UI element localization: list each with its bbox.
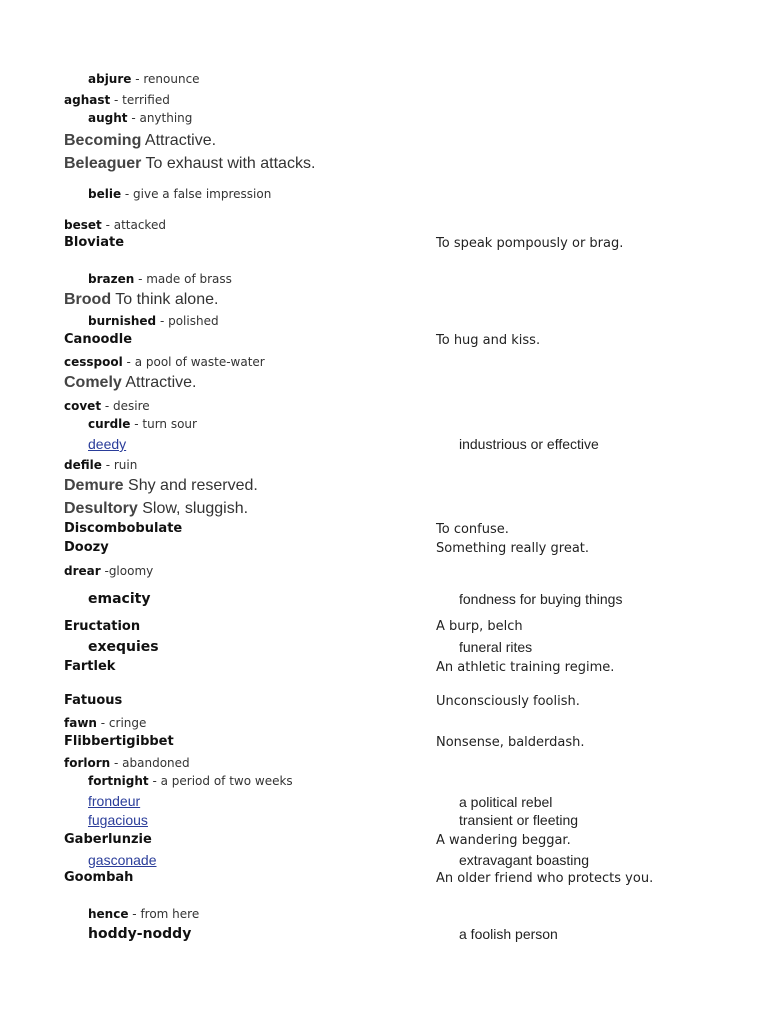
- entry-canoodle-word: Canoodle: [64, 332, 133, 347]
- entry-curdle: [88, 418, 197, 430]
- entry-forlorn: [64, 757, 190, 769]
- entry-definition: - cringe: [96, 716, 147, 730]
- link-frondeur[interactable]: frondeur: [88, 793, 141, 809]
- entry-word: Comely: [64, 374, 122, 391]
- entry-word: Desultory: [64, 500, 138, 517]
- entry-word: brazen: [88, 272, 135, 286]
- entry-fartlek-definition: An athletic training regime.: [436, 660, 615, 675]
- entry-demure: [64, 478, 258, 494]
- entry-definition: - desire: [101, 399, 150, 413]
- entry-goombah-definition: An older friend who protects you.: [436, 871, 654, 886]
- entry-doozy-definition: Something really great.: [436, 541, 590, 556]
- entry-definition: -gloomy: [100, 564, 154, 578]
- entry-word: abjure: [88, 72, 132, 86]
- entry-fawn: [64, 717, 146, 729]
- entry-word: belie: [88, 187, 122, 201]
- entry-word: cesspool: [64, 355, 123, 369]
- entry-deedy-definition: industrious or effective: [459, 436, 599, 452]
- entry-definition: - made of brass: [134, 272, 232, 286]
- link-deedy[interactable]: deedy: [88, 436, 127, 452]
- entry-word: Beleaguer: [64, 155, 142, 172]
- entry-exequies-definition: funeral rites: [459, 639, 533, 655]
- entry-word: defile: [64, 458, 102, 472]
- entry-canoodle-definition: To hug and kiss.: [436, 333, 541, 348]
- entry-exequies-word: exequies: [88, 639, 159, 655]
- entry-gaberlunzie-word: Gaberlunzie: [64, 832, 152, 847]
- entry-hence: [88, 908, 199, 920]
- entry-definition: - turn sour: [130, 417, 197, 431]
- entry-discombobulate-word: Discombobulate: [64, 521, 183, 536]
- entry-belie: [88, 188, 271, 200]
- entry-fatuous-definition: Unconsciously foolish.: [436, 694, 580, 709]
- entry-comely: [64, 375, 197, 391]
- entry-aghast: [64, 94, 170, 106]
- entry-brazen: [88, 273, 232, 285]
- entry-burnished: [88, 315, 219, 327]
- entry-goombah-word: Goombah: [64, 870, 134, 885]
- entry-gaberlunzie-definition: A wandering beggar.: [436, 833, 571, 848]
- entry-flibbertigibbet-definition: Nonsense, balderdash.: [436, 735, 585, 750]
- entry-word: Demure: [64, 477, 124, 494]
- entry-word: burnished: [88, 314, 157, 328]
- entry-definition: - polished: [156, 314, 219, 328]
- entry-word: hence: [88, 907, 129, 921]
- entry-hoddy-noddy-word: hoddy-noddy: [88, 926, 192, 942]
- entry-fatuous-word: Fatuous: [64, 693, 123, 708]
- entry-beset: [64, 219, 166, 231]
- entry-fortnight: [88, 775, 293, 787]
- entry-definition: - ruin: [101, 458, 138, 472]
- entry-emacity-definition: fondness for buying things: [459, 591, 623, 607]
- entry-definition: - anything: [127, 111, 193, 125]
- entry-abjure: [88, 73, 200, 85]
- entry-definition: - give a false impression: [121, 187, 272, 201]
- entry-word: covet: [64, 399, 102, 413]
- entry-word: drear: [64, 564, 101, 578]
- entry-word: aught: [88, 111, 128, 125]
- entry-definition: - abandoned: [110, 756, 190, 770]
- entry-definition: - a pool of waste-water: [122, 355, 265, 369]
- entry-definition: Attractive.: [141, 132, 217, 149]
- entry-word: fortnight: [88, 774, 149, 788]
- entry-becoming: [64, 133, 216, 149]
- entry-word: fawn: [64, 716, 97, 730]
- entry-definition: Shy and reserved.: [123, 477, 258, 494]
- entry-definition: To think alone.: [111, 291, 219, 308]
- entry-definition: - a period of two weeks: [148, 774, 293, 788]
- entry-definition: Slow, sluggish.: [137, 500, 249, 517]
- entry-word: Brood: [64, 291, 112, 308]
- entry-word: aghast: [64, 93, 111, 107]
- entry-discombobulate-definition: To confuse.: [436, 522, 509, 537]
- link-fugacious[interactable]: fugacious: [88, 812, 148, 828]
- entry-definition: - from here: [128, 907, 200, 921]
- entry-covet: [64, 400, 150, 412]
- entry-aught: [88, 112, 192, 124]
- link-gasconade[interactable]: gasconade: [88, 852, 157, 868]
- entry-fugacious-definition: transient or fleeting: [459, 812, 579, 828]
- entry-defile: [64, 459, 137, 471]
- entry-hoddy-noddy-definition: a foolish person: [459, 926, 558, 942]
- entry-definition: - terrified: [110, 93, 170, 107]
- entry-word: Becoming: [64, 132, 142, 149]
- entry-flibbertigibbet-word: Flibbertigibbet: [64, 734, 174, 749]
- entry-eructation-definition: A burp, belch: [436, 619, 523, 634]
- entry-word: beset: [64, 218, 102, 232]
- entry-definition: - attacked: [101, 218, 166, 232]
- entry-word: curdle: [88, 417, 131, 431]
- entry-emacity-word: emacity: [88, 591, 151, 607]
- entry-definition: - renounce: [131, 72, 200, 86]
- entry-beleaguer: [64, 156, 315, 172]
- entry-gasconade-definition: extravagant boasting: [459, 852, 589, 868]
- entry-desultory: [64, 501, 248, 517]
- entry-frondeur-definition: a political rebel: [459, 794, 553, 810]
- entry-definition: To exhaust with attacks.: [141, 155, 316, 172]
- entry-brood: [64, 292, 218, 308]
- entry-cesspool: [64, 356, 265, 368]
- entry-definition: Attractive.: [121, 374, 197, 391]
- entry-drear: [64, 565, 153, 577]
- entry-word: forlorn: [64, 756, 111, 770]
- entry-bloviate-definition: To speak pompously or brag.: [436, 236, 624, 251]
- entry-bloviate-word: Bloviate: [64, 235, 125, 250]
- entry-fartlek-word: Fartlek: [64, 659, 116, 674]
- entry-eructation-word: Eructation: [64, 619, 141, 634]
- entry-doozy-word: Doozy: [64, 540, 109, 555]
